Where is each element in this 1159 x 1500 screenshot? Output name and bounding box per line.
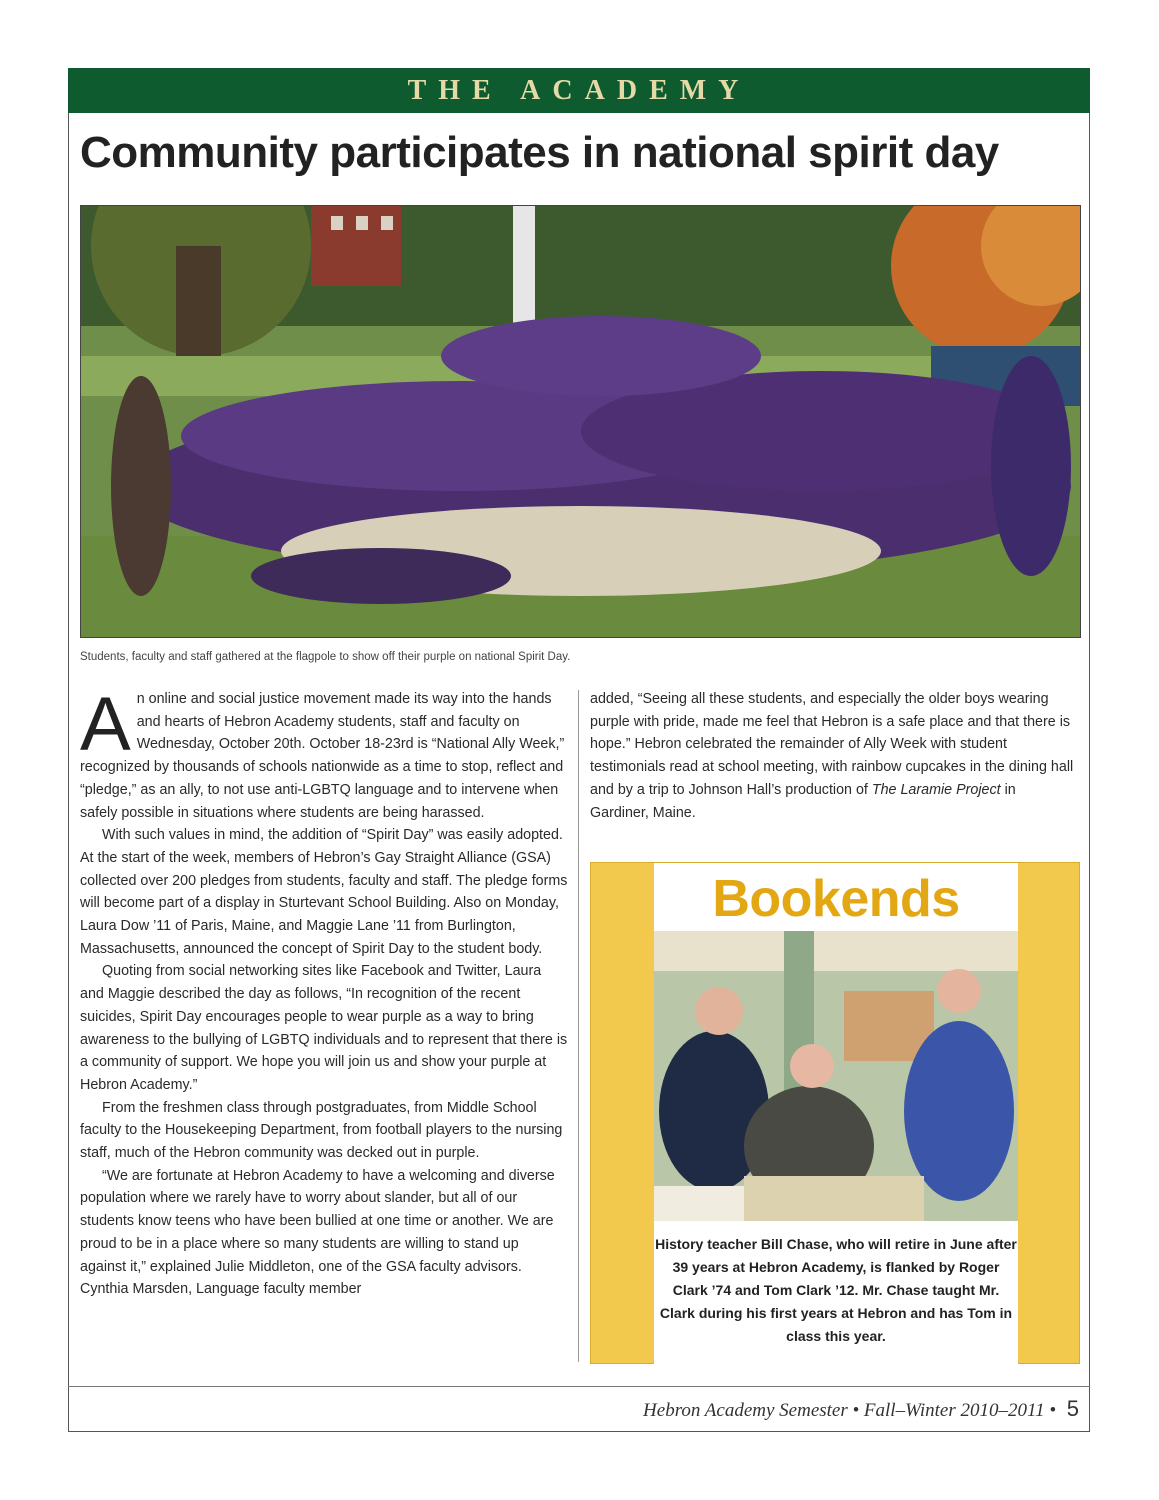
- bookends-photo: [654, 931, 1018, 1221]
- article-paragraph: With such values in mind, the addition of “Spirit Day” was easily adopted. At the start of the week, members of Hebron’s Gay Straight Alliance (GSA) collected over 200 pledges from students, faculty and staff. The pledge forms will become part of a display in Sturtevant School Building. Also on Monday, Laura Dow ’11 of Paris, Maine, and Maggie Lane ’11 from Burlington, Massachusetts, announced the concept of Spirit Day to the student body.: [80, 827, 568, 957]
- article-paragraph: An online and social justice movement made its way into the hands and hearts of Hebron Academy students, staff and faculty on Wednesday, October 20th. October 18-23rd is “National Ally Week,” recognized by thousands of schools nationwide as a time to stop, reflect and “pledge,” as an ally, to not use anti-LGBTQ language and to intervene when safely possible in situations where students are being harassed.: [80, 682, 565, 821]
- drop-cap: A: [80, 682, 131, 767]
- bookends-title: Bookends: [712, 870, 960, 928]
- article-column-2: [590, 688, 1078, 824]
- group-photo: [80, 205, 1081, 638]
- photo-caption: Students, faculty and staff gathered at the flagpole to show off their purple on national Spirit Day.: [80, 651, 571, 663]
- footer-separator: •: [852, 1400, 860, 1421]
- article-column-1: [80, 682, 568, 1301]
- bookends-caption: History teacher Bill Chase, who will retire in June after 39 years at Hebron Academy, is flanked by Roger Clark ’74 and Tom Clark ’12. Mr. Chase taught Mr. Clark during his first years at Hebron and has Tom in class this year.: [655, 1236, 1017, 1344]
- bookends-box: [590, 862, 1080, 1364]
- page-footer: [643, 1396, 1079, 1422]
- footer-rule: [68, 1386, 1090, 1387]
- article-paragraph: Quoting from social networking sites like Facebook and Twitter, Laura and Maggie described the day as follows, “In recognition of the recent suicides, Spirit Day encourages people to wear purple as a way to bring awareness to the bullying of LGBTQ individuals and to represent that there is a community of support. We hope you will join us and show your purple at Hebron Academy.”: [80, 963, 568, 1093]
- issue-date: Fall–Winter 2010–2011: [863, 1400, 1045, 1421]
- publication-name: Hebron Academy Semester: [643, 1400, 848, 1421]
- bookends-panel: [654, 863, 1018, 1365]
- article-headline: Community participates in national spirit day: [80, 128, 999, 177]
- article-paragraph: added, “Seeing all these students, and especially the older boys wearing purple with pride, made me feel that Hebron is a safe place and that there is hope.” Hebron celebrated the remainder of Ally Week with student testimonials read at school meeting, with rainbow cupcakes in the dining hall and by a trip to Johnson Hall’s production of The Laramie Project in Gardiner, Maine.: [590, 691, 1074, 821]
- article-paragraph: From the freshmen class through postgraduates, from Middle School faculty to the Housekeeping Department, from football players to the nursing staff, much of the Hebron community was decked out in purple.: [80, 1099, 563, 1162]
- column-divider: [578, 690, 579, 1362]
- page-number: 5: [1066, 1396, 1079, 1421]
- article-paragraph: “We are fortunate at Hebron Academy to have a welcoming and diverse population where we rarely have to worry about slander, but all of our students know teens who have been bullied at one time or another. We are proud to be in a place where so many students are willing to stand up against it,” explained Julie Middleton, one of the GSA faculty advisors. Cynthia Marsden, Language faculty member: [80, 1167, 555, 1298]
- footer-separator: •: [1049, 1400, 1056, 1421]
- section-banner: THE ACADEMY: [68, 68, 1090, 113]
